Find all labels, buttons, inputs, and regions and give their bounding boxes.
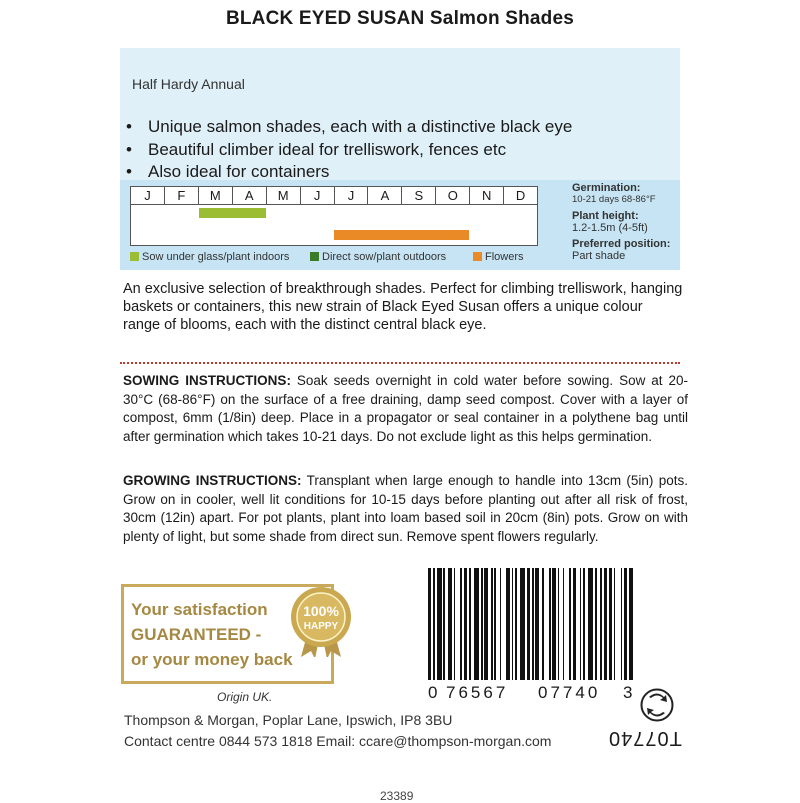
feature-list	[124, 116, 572, 184]
calendar-month: A	[368, 187, 402, 204]
germination-label: Germination:	[572, 182, 641, 194]
growing-text: Transplant when large enough to handle into 13cm (5in) pots. Grow on in cooler, well lit conditions for 10-15 days before planting out after all risk of frost, 30cm (12in) apart. For pot plants, plant into loam based soil in 20cm (8in) pots. Grow on with plenty of light, but some shade from direct sun. Remove spent flowers regularly.	[123, 473, 688, 544]
height-value: 1.2-1.5m (4-5ft)	[572, 222, 648, 234]
recycle-icon	[640, 688, 674, 722]
calendar-months	[131, 187, 537, 205]
badge-top-text: 100%	[303, 603, 339, 619]
sowing-heading: SOWING INSTRUCTIONS:	[123, 373, 291, 388]
page-title: BLACK EYED SUSAN Salmon Shades	[225, 8, 575, 29]
barcode	[428, 568, 635, 680]
bottom-number: 23389	[380, 789, 414, 803]
legend-flowers	[473, 251, 524, 263]
address-block	[124, 710, 551, 752]
barcode-check-digit: 3	[623, 683, 633, 702]
barcode-stripe	[633, 568, 635, 680]
calendar-month: J	[131, 187, 165, 204]
legend-label: Sow under glass/plant indoors	[142, 251, 290, 263]
calendar-month: J	[335, 187, 369, 204]
product-code: T07740	[608, 727, 682, 749]
height-label: Plant height:	[572, 210, 639, 222]
growing-info	[572, 182, 670, 262]
barcode-right-group: 07740	[538, 683, 601, 702]
calendar-month: O	[436, 187, 470, 204]
guarantee-text	[131, 597, 293, 672]
feature-item: • Beautiful climber ideal for trelliswork, fences etc	[124, 139, 572, 162]
happy-badge-icon	[285, 585, 357, 657]
feature-item: • Also ideal for containers	[124, 161, 572, 184]
badge-bottom-text: HAPPY	[303, 621, 339, 632]
contact-line: Contact centre 0844 573 1818 Email: ccare@thompson-morgan.com	[124, 733, 552, 749]
divider	[120, 362, 680, 364]
plant-type: Half Hardy Annual	[132, 76, 245, 92]
growing-heading: GROWING INSTRUCTIONS:	[123, 473, 302, 488]
legend-label: Flowers	[485, 251, 524, 263]
calendar-month: S	[402, 187, 436, 204]
calendar-month: A	[233, 187, 267, 204]
legend-label: Direct sow/plant outdoors	[322, 251, 447, 263]
guarantee-line-2: GUARANTEED -	[131, 625, 262, 644]
guarantee-line-3: or your money back	[131, 650, 293, 669]
address-line: Thompson & Morgan, Poplar Lane, Ipswich, IP8 3BU	[124, 712, 453, 728]
position-label: Preferred position:	[572, 238, 671, 250]
position-value: Part shade	[572, 250, 626, 262]
calendar-month: N	[470, 187, 504, 204]
calendar-month: M	[267, 187, 301, 204]
germination-value: 10-21 days 68-86°F	[572, 194, 656, 205]
sowing-instructions	[123, 372, 688, 446]
calendar-month: J	[301, 187, 335, 204]
calendar-month: D	[515, 188, 526, 203]
flowers-bar	[334, 230, 469, 240]
calendar-month: F	[165, 187, 199, 204]
barcode-left-group: 76567	[446, 683, 509, 702]
feature-item: • Unique salmon shades, each with a distinctive black eye	[124, 116, 572, 139]
guarantee-line-1: Your satisfaction	[131, 600, 268, 619]
growing-instructions	[123, 472, 688, 546]
legend-swatch	[130, 252, 139, 261]
legend-direct-sow	[310, 251, 446, 263]
barcode-first-digit: 0	[428, 683, 438, 702]
legend-swatch	[310, 252, 319, 261]
intro-text: An exclusive selection of breakthrough shades. Perfect for climbing trelliswork, hanging baskets or containers, this new strain of Black Eyed Susan offers a unique colour range of blooms, each with the distinct central black eye.	[123, 281, 683, 333]
origin: Origin UK.	[217, 690, 273, 704]
calendar-month: M	[199, 187, 233, 204]
sow-under-glass-bar	[199, 208, 267, 218]
legend-sow-under-glass	[130, 251, 289, 263]
legend-swatch	[473, 252, 482, 261]
sowing-text: Soak seeds overnight in cold water before sowing. Sow at 20-30°C (68-86°F) on the surface of a free draining, damp seed compost. Cover with a layer of compost, 6mm (1/8in) deep. Place in a propagator or seal container in a polythene bag until after germination which takes 10-21 days. Do not exclude light as this helps germination.	[123, 373, 688, 444]
sowing-calendar	[130, 186, 538, 246]
